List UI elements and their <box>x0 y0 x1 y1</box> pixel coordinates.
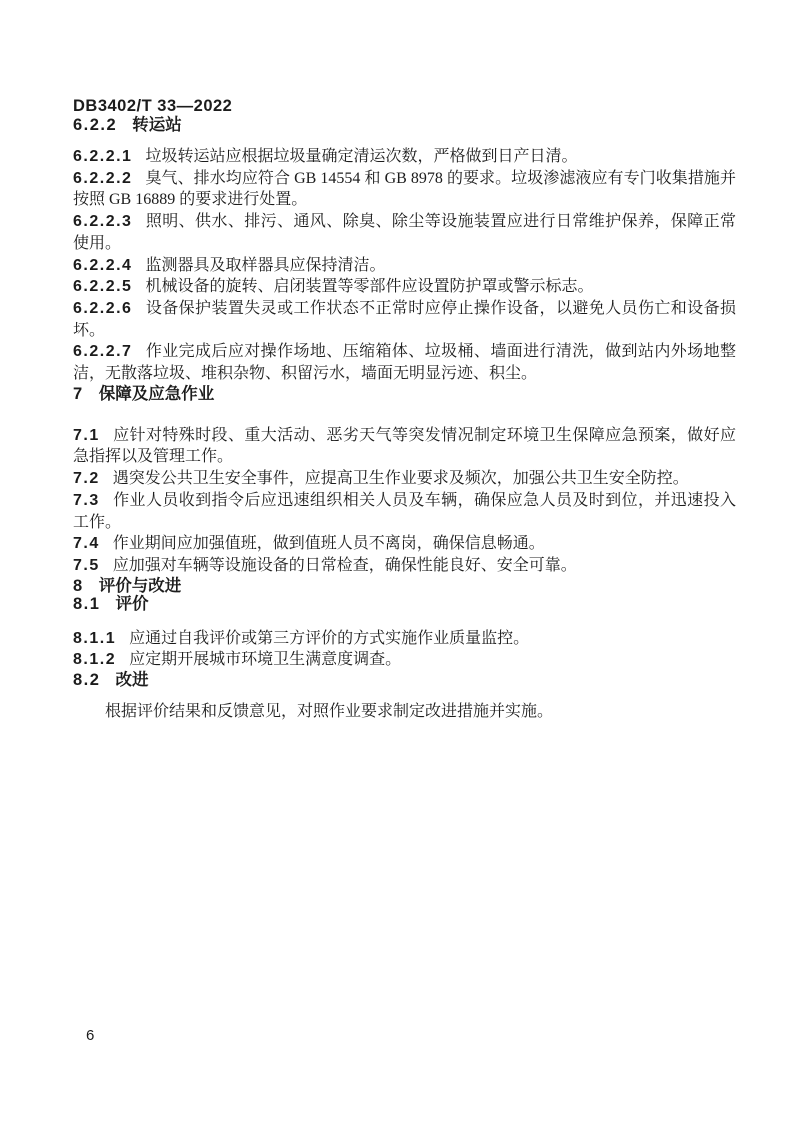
heading-number: 6.2.2 <box>73 116 118 134</box>
clause-number: 8.1.2 <box>73 651 117 669</box>
clause-group-7 <box>73 425 736 577</box>
clause-text: 照明、供水、排污、通风、除臭、除尘等设施装置应进行日常维护保养，保障正常使用。 <box>73 213 736 252</box>
clause-text: 设备保护装置失灵或工作状态不正常时应停止操作设备，以避免人员伤亡和设备损坏。 <box>73 299 736 339</box>
section-heading-7 <box>73 385 736 403</box>
page-number: 6 <box>86 1027 95 1044</box>
heading-title: 转运站 <box>132 116 182 134</box>
clause-6-2-2-3 <box>73 211 736 254</box>
clause-number: 6.2.2.3 <box>73 213 133 231</box>
section-heading-6-2-2 <box>73 116 736 134</box>
clause-6-2-2-7 <box>73 341 736 384</box>
clause-7-5 <box>73 555 736 577</box>
section-heading-8-1 <box>73 595 736 613</box>
clause-6-2-2-5 <box>73 276 736 298</box>
clause-text: 作业完成后应对操作场地、压缩箱体、垃圾桶、墙面进行清洗，做到站内外场地整洁，无散落垃圾、堆积杂物、积留污水，墙面无明显污迹、积尘。 <box>73 343 736 383</box>
paragraph-8-2: 根据评价结果和反馈意见，对照作业要求制定改进措施并实施。 <box>105 703 554 721</box>
heading-number: 8.2 <box>73 671 101 690</box>
clause-text: 作业人员收到指令后应迅速组织相关人员及车辆，确保应急人员及时到位，并迅速投入工作。 <box>73 491 736 531</box>
clause-text: 机械设备的旋转、启闭装置等零部件应设置防护罩或警示标志。 <box>145 278 594 296</box>
heading-number: 8.1 <box>73 594 101 613</box>
clause-text: 应加强对车辆等设施设备的日常检查，确保性能良好、安全可靠。 <box>112 556 577 574</box>
clause-6-2-2-2 <box>73 168 736 211</box>
clause-number: 8.1.1 <box>73 629 117 647</box>
clause-7-3 <box>73 490 736 533</box>
clause-number: 7.5 <box>73 556 100 574</box>
page-content <box>73 0 736 723</box>
clause-text: 作业期间应加强值班，做到值班人员不离岗，确保信息畅通。 <box>112 535 545 553</box>
clause-text: 垃圾转运站应根据垃圾量确定清运次数，严格做到日产日清。 <box>145 148 578 165</box>
clause-number: 6.2.2.5 <box>73 278 133 296</box>
clause-number: 6.2.2.6 <box>73 299 133 317</box>
clause-text: 遇突发公共卫生安全事件，应提高卫生作业要求及频次，加强公共卫生安全防控。 <box>112 470 689 488</box>
clause-text: 应针对特殊时段、重大活动、恶劣天气等突发情况制定环境卫生保障应急预案，做好应急指挥以及管理工作。 <box>73 426 736 466</box>
clause-text: 监测器具及取样器具应保持清洁。 <box>145 256 386 274</box>
clause-number: 7.3 <box>73 491 100 509</box>
clause-number: 6.2.2.1 <box>73 148 133 165</box>
heading-title: 评价 <box>115 594 149 613</box>
clause-7-2 <box>73 468 736 490</box>
section-heading-8-2 <box>73 671 736 689</box>
clause-text: 臭气、排水均应符合 GB 14554 和 GB 8978 的要求。垃圾渗滤液应有专门收集措施并按照 GB 16889 的要求进行处置。 <box>73 169 736 209</box>
clause-number: 6.2.2.4 <box>73 256 133 274</box>
heading-number: 7 <box>73 384 84 403</box>
clause-number: 7.2 <box>73 470 100 488</box>
clause-8-1-1 <box>73 628 736 650</box>
clause-text: 应通过自我评价或第三方评价的方式实施作业质量监控。 <box>129 629 530 647</box>
clause-6-2-2-4 <box>73 255 736 277</box>
clause-group-8-1 <box>73 628 736 671</box>
clause-number: 6.2.2.2 <box>73 169 133 187</box>
clause-6-2-2-6 <box>73 298 736 341</box>
clause-6-2-2-1 <box>73 146 736 168</box>
clause-group-6-2-2 <box>73 146 736 385</box>
heading-title: 评价与改进 <box>98 576 182 595</box>
clause-number: 7.4 <box>73 535 100 553</box>
doc-number-header: DB3402/T 33—2022 <box>73 97 233 115</box>
section-heading-8 <box>73 577 736 595</box>
clause-7-1 <box>73 425 736 468</box>
clause-7-4 <box>73 533 736 555</box>
clause-text: 应定期开展城市环境卫生满意度调查。 <box>129 651 402 669</box>
heading-number: 8 <box>73 576 84 595</box>
clause-number: 7.1 <box>73 426 100 444</box>
clause-8-1-2 <box>73 649 736 671</box>
heading-title: 改进 <box>115 671 149 690</box>
clause-number: 6.2.2.7 <box>73 343 133 361</box>
heading-title: 保障及应急作业 <box>98 384 215 403</box>
